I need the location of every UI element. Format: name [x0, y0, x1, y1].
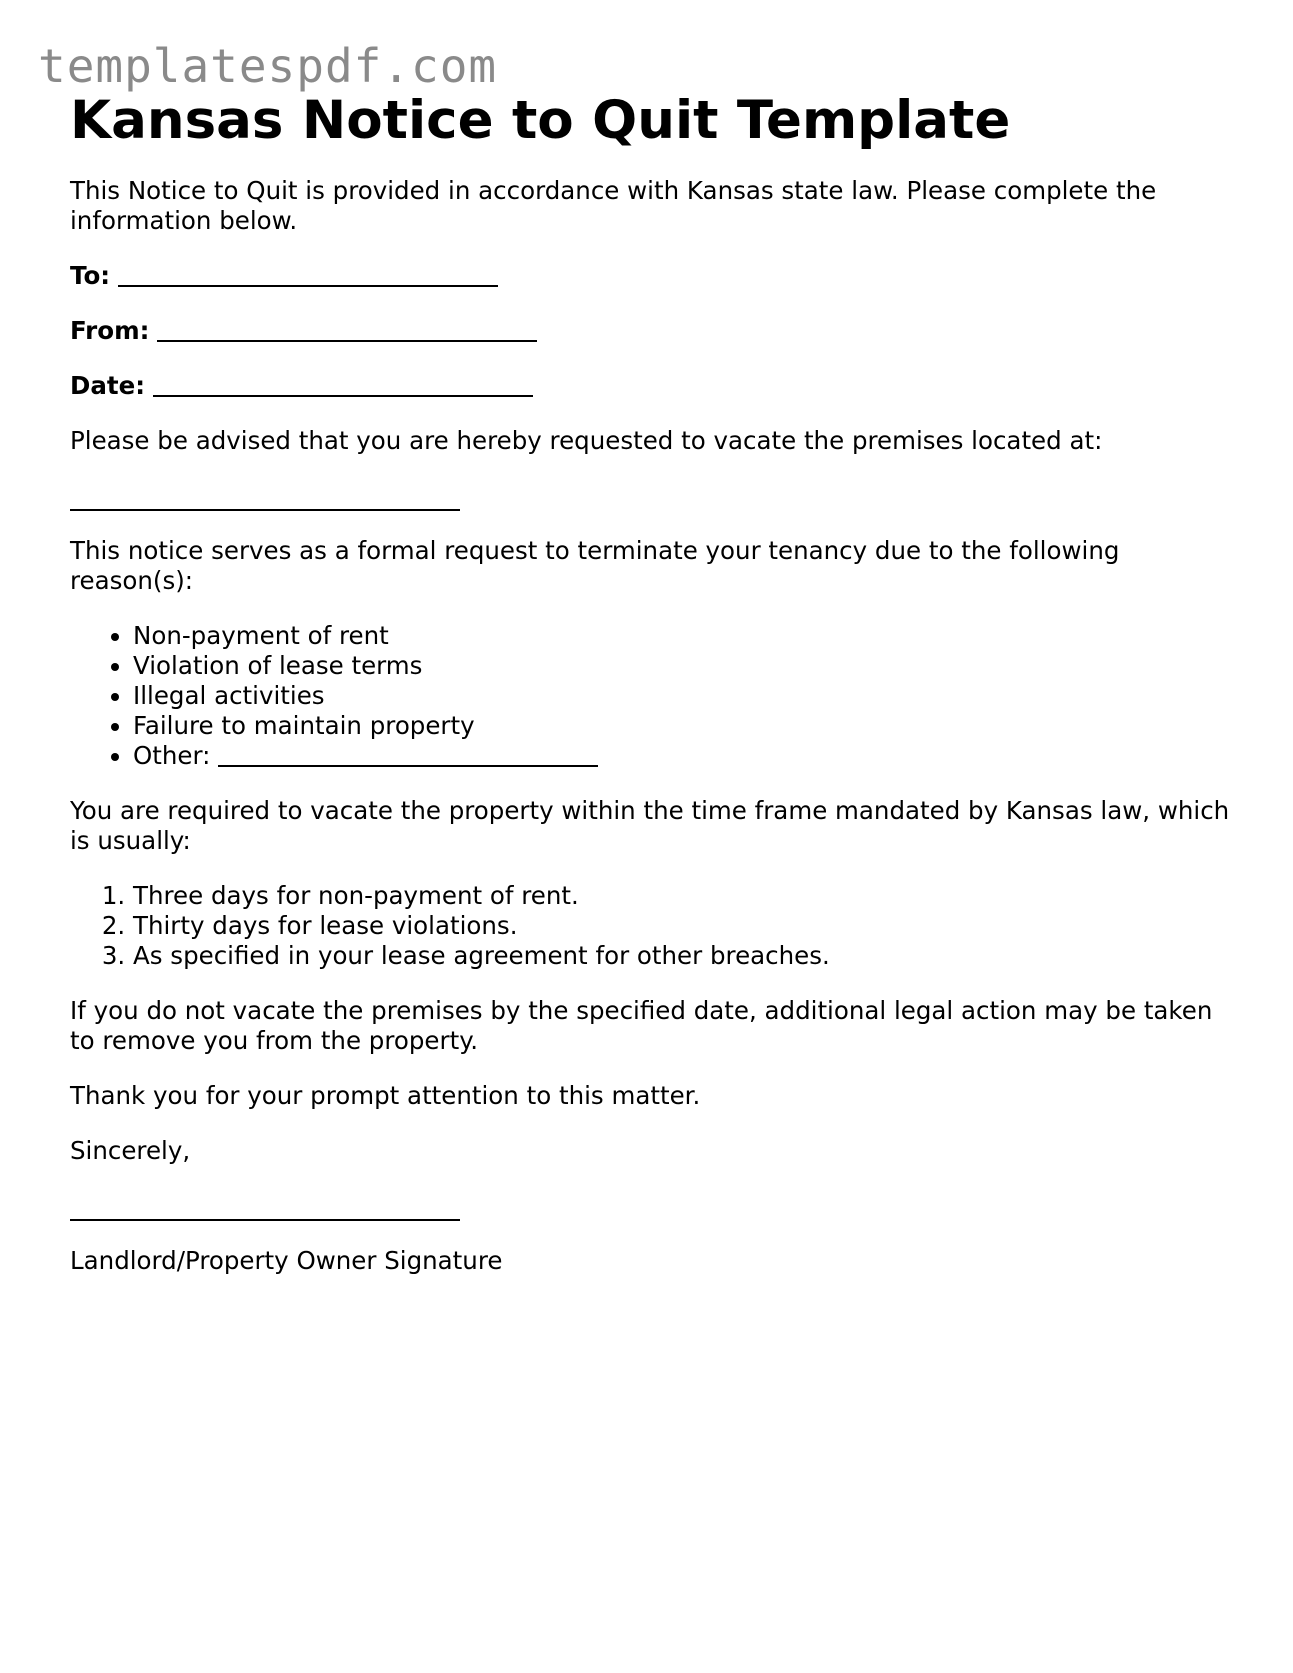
list-item [133, 911, 1230, 941]
list-item [133, 881, 1230, 911]
thanks-paragraph: Thank you for your prompt attention to this matter. [70, 1081, 701, 1110]
premises-address-line [70, 481, 1230, 511]
signature-line [70, 1191, 1230, 1221]
document-page [70, 88, 1230, 1276]
list-item [133, 711, 1230, 741]
intro-paragraph: This Notice to Quit is provided in accordance with Kansas state law. Please complete the information below. [70, 176, 1157, 235]
signature-blank[interactable] [70, 1191, 460, 1221]
timeframe-text: Three days for non-payment of rent. [133, 881, 579, 910]
premises-paragraph: Please be advised that you are hereby requested to vacate the premises located at: [70, 426, 1103, 455]
timeframe-paragraph: You are required to vacate the property within the time frame mandated by Kansas law, which is usually: [70, 796, 1230, 855]
list-item [133, 681, 1230, 711]
to-blank[interactable] [118, 265, 498, 287]
termination-paragraph: This notice serves as a formal request to terminate your tenancy due to the following reason(s): [70, 536, 1120, 595]
list-item [133, 621, 1230, 651]
page-title: Kansas Notice to Quit Template [70, 90, 1011, 151]
watermark: templatespdf.com [38, 39, 498, 93]
reason-text: Violation of lease terms [133, 651, 423, 680]
list-item [133, 651, 1230, 681]
timeframes-list [70, 881, 1230, 971]
date-blank[interactable] [153, 375, 533, 397]
closing-text: Sincerely, [70, 1136, 191, 1165]
from-field [70, 316, 1230, 346]
timeframe-text: Thirty days for lease violations. [133, 911, 518, 940]
legal-action-paragraph: If you do not vacate the premises by the specified date, additional legal action may be taken to remove you from the property. [70, 996, 1213, 1055]
reasons-list [70, 621, 1230, 771]
reason-text: Failure to maintain property [133, 711, 475, 740]
premises-address-blank[interactable] [70, 481, 460, 511]
reason-text: Non-payment of rent [133, 621, 389, 650]
date-label: Date: [70, 371, 145, 400]
from-label: From: [70, 316, 150, 345]
list-item [133, 941, 1230, 971]
reason-text: Other: [133, 741, 211, 770]
from-blank[interactable] [157, 320, 537, 342]
list-item [133, 741, 1230, 771]
other-reason-blank[interactable] [218, 745, 598, 767]
to-label: To: [70, 261, 111, 290]
to-field [70, 261, 1230, 291]
reason-text: Illegal activities [133, 681, 325, 710]
date-field [70, 371, 1230, 401]
timeframe-text: As specified in your lease agreement for other breaches. [133, 941, 830, 970]
signature-label: Landlord/Property Owner Signature [70, 1246, 503, 1275]
